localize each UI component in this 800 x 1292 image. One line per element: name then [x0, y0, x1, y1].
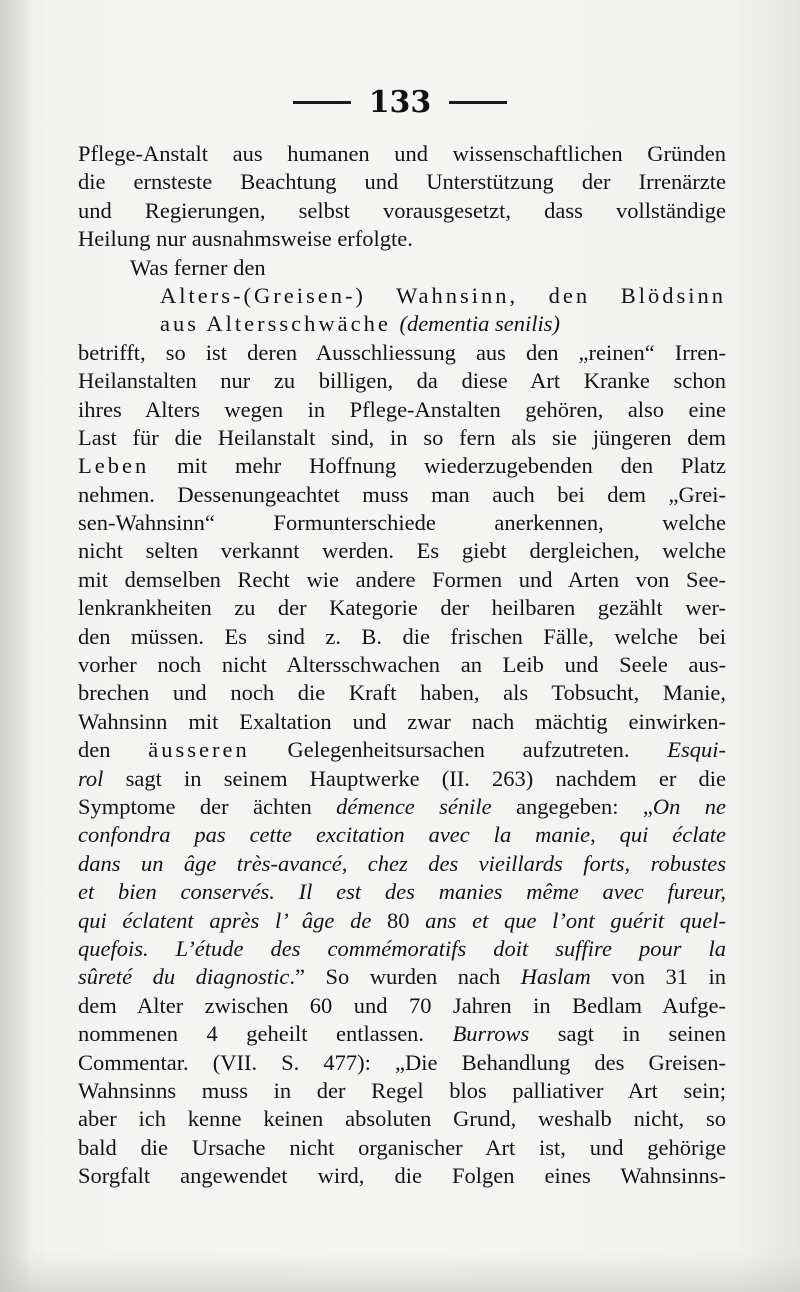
text-line: [78, 566, 726, 594]
text-segment: Commentar. (VII. S. 477): „Die Behandlung des Greisen-: [78, 1049, 726, 1075]
text-segment: Wahnsinns muss in der Regel blos palliativer Art sein;: [78, 1077, 726, 1103]
text-segment: 80: [387, 907, 410, 933]
text-segment: nehmen. Dessenungeachtet muss man auch bei dem „Grei-: [78, 481, 726, 507]
text-segment: betrifft, so ist deren Ausschliessung aus den „reinen“ Irren-: [78, 339, 726, 365]
text-line: [78, 907, 726, 935]
text-segment: die ernsteste Beachtung und Unterstützung der Irrenärzte: [78, 169, 726, 195]
text-segment: lenkrankheiten zu der Kategorie der heilbaren gezählt wer-: [78, 595, 726, 621]
text-segment: Gelegenheitsursachen aufzutreten.: [249, 737, 668, 763]
italic-text: et bien conservés. Il est des manies même avec fureur,: [78, 879, 726, 905]
text-line: [78, 254, 726, 282]
text-segment: den: [78, 737, 149, 763]
spaced-emphasis-text: aus Altersschwäche: [160, 311, 400, 337]
italic-text: On ne: [652, 793, 726, 819]
text-segment: aber ich kenne keinen absoluten Grund, weshalb nicht, so: [78, 1106, 726, 1132]
text-segment: sen-Wahnsinn“ Formunterschiede anerkennen, welche: [78, 510, 726, 536]
text-segment: sagt in seinem Hauptwerke (II. 263) nachdem er die: [103, 765, 726, 791]
text-line: [78, 367, 726, 395]
text-segment: vorher noch nicht Altersschwachen an Leib und Seele aus-: [78, 652, 726, 678]
text-segment: nicht selten verkannt werden. Es giebt dergleichen, welche: [78, 538, 726, 564]
text-line: [78, 821, 726, 849]
text-line: [78, 225, 726, 253]
text-line: [78, 1162, 726, 1190]
page-bottom-edge: [0, 1252, 800, 1292]
text-line: [78, 168, 726, 196]
italic-text: Burrows: [452, 1021, 530, 1047]
text-segment: angegeben: „: [491, 793, 653, 819]
text-segment: den müssen. Es sind z. B. die frischen Fälle, welche bei: [78, 623, 726, 649]
italic-text: démence sénile: [336, 793, 492, 819]
italic-text: Esqui-: [667, 737, 726, 763]
text-line: [78, 1077, 726, 1105]
text-line: [78, 396, 726, 424]
italic-text: rol: [78, 765, 104, 791]
text-line: [78, 452, 726, 480]
text-segment: von 31 in: [590, 964, 726, 990]
text-segment: Pflege-Anstalt aus humanen und wissenschaftlichen Gründen: [78, 141, 726, 166]
text-line: [78, 1020, 726, 1048]
italic-text: ans et que l’ont guérit quel-: [409, 907, 727, 933]
text-segment: dem Alter zwischen 60 und 70 Jahren in Bedlam Aufge-: [78, 992, 726, 1018]
spaced-emphasis-text: Leben: [78, 453, 150, 479]
text-segment: bald die Ursache nicht organischer Art ist, und gehörige: [78, 1134, 726, 1160]
italic-text: quefois. L’étude des commémoratifs doit suffire pour la: [78, 935, 726, 961]
text-line: [78, 282, 726, 310]
text-segment: Was ferner den: [130, 254, 266, 280]
text-segment: sagt in seinen: [529, 1021, 726, 1047]
text-line: [78, 935, 726, 963]
italic-text: qui éclatent après l’ âge de: [78, 907, 387, 933]
text-segment: Heilanstalten nur zu billigen, da diese Art Kranke schon: [78, 368, 726, 394]
text-segment: Wahnsinn mit Exaltation und zwar nach mächtig einwirken-: [78, 708, 726, 734]
text-line: [78, 594, 726, 622]
page-header: [0, 82, 800, 122]
italic-text: sûreté du diagnostic: [78, 964, 290, 990]
header-rule-left: [293, 101, 351, 104]
text-line: [78, 1049, 726, 1077]
italic-text: qui éclate: [619, 822, 727, 848]
text-segment: Last für die Heilanstalt sind, in so fern als sie jüngeren dem: [78, 424, 726, 450]
spaced-emphasis-text: Alters-(Greisen-) Wahnsinn, den Blödsinn: [160, 282, 726, 308]
text-line: [78, 509, 726, 537]
text-segment: mit mehr Hoffnung wiederzugebenden den Platz: [149, 453, 726, 479]
text-line: [78, 310, 726, 338]
text-line: [78, 339, 726, 367]
text-segment: .” So wurden nach: [289, 964, 521, 990]
text-line: [78, 736, 726, 764]
text-line: [78, 1134, 726, 1162]
italic-text: dans un âge très-avancé, chez des vieillards forts, robustes: [78, 850, 726, 876]
italic-text: confondra pas cette excitation avec la manie: [78, 822, 591, 848]
text-segment: und Regierungen, selbst vorausgesetzt, dass vollständige: [78, 197, 726, 223]
text-line: [78, 679, 726, 707]
text-line: [78, 878, 726, 906]
text-line: [78, 424, 726, 452]
text-segment: Heilung nur ausnahmsweise erfolgte.: [78, 226, 413, 252]
text-line: [78, 651, 726, 679]
text-segment: mit demselben Recht wie andere Formen und Arten von See-: [78, 566, 726, 592]
text-line: [78, 708, 726, 736]
spaced-emphasis-text: äusseren: [148, 737, 250, 763]
text-segment: nommenen 4 geheilt entlassen.: [78, 1021, 453, 1047]
text-line: [78, 623, 726, 651]
text-segment: brechen und noch die Kraft haben, als Tobsucht, Manie,: [78, 680, 726, 706]
header-rule-right: [449, 101, 507, 104]
text-line: [78, 197, 726, 225]
text-line: [78, 140, 726, 168]
text-line: [78, 850, 726, 878]
text-line: [78, 963, 726, 991]
text-segment: ,: [590, 822, 620, 848]
italic-text: (dementia senilis): [399, 311, 561, 337]
body-text: [78, 140, 726, 1190]
text-line: [78, 765, 726, 793]
text-segment: Sorgfalt angewendet wird, die Folgen eines Wahnsinns-: [78, 1163, 726, 1189]
text-line: [78, 992, 726, 1020]
page-gutter-shadow: [0, 0, 28, 1292]
page-number: 133: [368, 84, 432, 120]
text-line: [78, 1105, 726, 1133]
text-line: [78, 481, 726, 509]
text-segment: Symptome der ächten: [78, 793, 337, 819]
italic-text: Haslam: [520, 964, 591, 990]
text-line: [78, 793, 726, 821]
text-line: [78, 537, 726, 565]
text-segment: ihres Alters wegen in Pflege-Anstalten gehören, also eine: [78, 396, 726, 422]
